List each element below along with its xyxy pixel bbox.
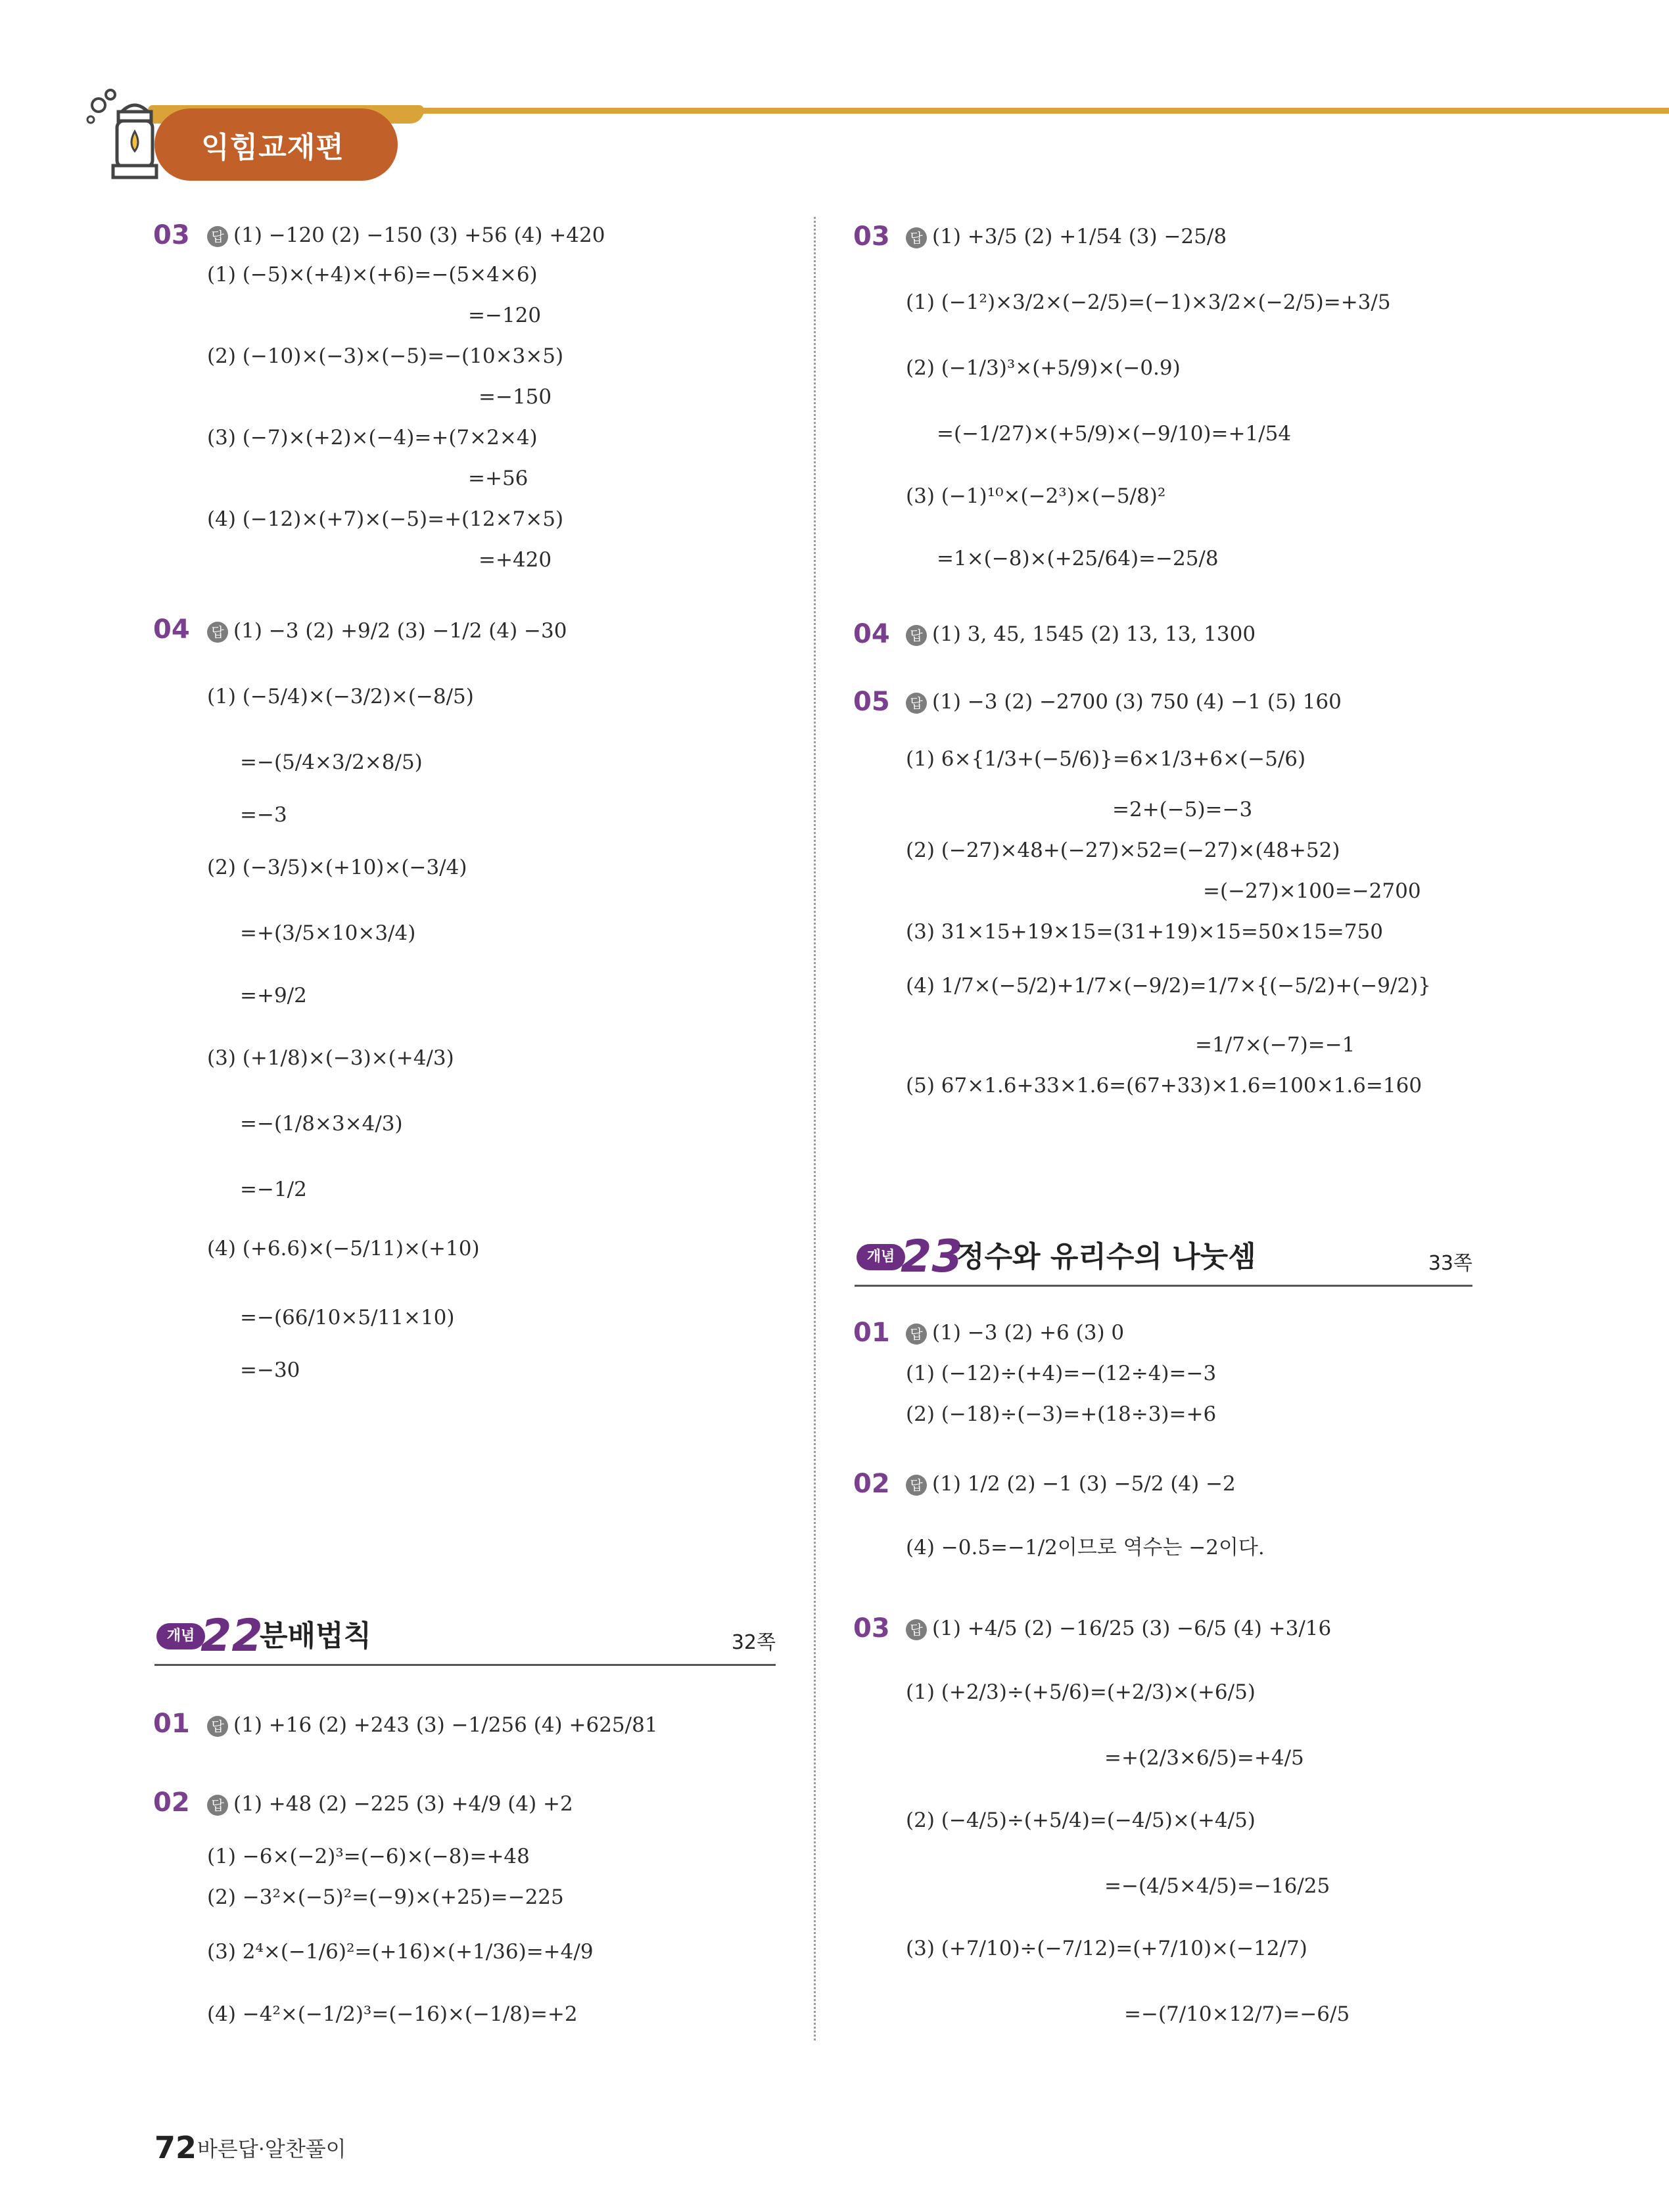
answer-badge-icon: 답 bbox=[906, 227, 927, 248]
solution-line: =−(4/5×4/5)=−16/25 bbox=[1104, 1874, 1330, 1898]
solution-line: =+56 bbox=[468, 467, 529, 490]
answer-line bbox=[906, 621, 1256, 647]
solution-line: (3) (+1/8)×(−3)×(+4/3) bbox=[207, 1046, 454, 1070]
answer-line bbox=[207, 1712, 658, 1738]
solution-line: =−3 bbox=[240, 803, 287, 827]
answer-text: (1) +4/5 (2) −16/25 (3) −6/5 (4) +3/16 bbox=[932, 1617, 1332, 1640]
solution-line: =−(1/8×3×4/3) bbox=[240, 1112, 403, 1136]
solution-line: (3) (+7/10)÷(−7/12)=(+7/10)×(−12/7) bbox=[906, 1937, 1307, 1960]
solution-line: (3) (−1)¹⁰×(−2³)×(−5/8)² bbox=[906, 484, 1166, 508]
section-badge: 개념 bbox=[857, 1244, 905, 1270]
solution-line: =−(66/10×5/11×10) bbox=[240, 1306, 455, 1329]
solution-line: (3) 31×15+19×15=(31+19)×15=50×15=750 bbox=[906, 920, 1383, 944]
solution-line: (3) 2⁴×(−1/6)²=(+16)×(+1/36)=+4/9 bbox=[207, 1940, 594, 1964]
problem-number: 02 bbox=[853, 1469, 890, 1499]
solution-line: (1) (−5/4)×(−3/2)×(−8/5) bbox=[207, 685, 474, 708]
answer-text: (1) +3/5 (2) +1/54 (3) −25/8 bbox=[932, 225, 1227, 248]
solution-line: (3) (−7)×(+2)×(−4)=+(7×2×4) bbox=[207, 426, 538, 449]
answer-line bbox=[906, 1471, 1236, 1497]
problem-number: 02 bbox=[153, 1787, 190, 1818]
solution-line: (2) −3²×(−5)²=(−9)×(+25)=−225 bbox=[207, 1885, 564, 1909]
answer-text: (1) −120 (2) −150 (3) +56 (4) +420 bbox=[233, 223, 605, 247]
solution-line: (1) (−5)×(+4)×(+6)=−(5×4×6) bbox=[207, 263, 538, 287]
answer-line bbox=[906, 1320, 1124, 1346]
section-title: 정수와 유리수의 나눗셈 bbox=[956, 1240, 1256, 1274]
answer-line bbox=[906, 1615, 1331, 1642]
solution-line: =(−27)×100=−2700 bbox=[1203, 879, 1421, 903]
answer-badge-icon: 답 bbox=[906, 1324, 927, 1345]
answer-badge-icon: 답 bbox=[207, 622, 228, 643]
solution-line: =−150 bbox=[479, 385, 552, 409]
solution-line: (4) −4²×(−1/2)³=(−16)×(−1/8)=+2 bbox=[207, 2002, 578, 2026]
solution-line: =−(5/4×3/2×8/5) bbox=[240, 750, 423, 774]
page-number: 72 bbox=[154, 2130, 197, 2165]
solution-line: =+420 bbox=[479, 548, 552, 572]
problem-number: 05 bbox=[853, 687, 890, 717]
section-title: 분배법칙 bbox=[260, 1619, 372, 1653]
problem-number: 01 bbox=[853, 1318, 890, 1348]
section-page: 32쪽 bbox=[731, 1631, 776, 1654]
section-rule bbox=[154, 1664, 776, 1666]
solution-line: (1) (−1²)×3/2×(−2/5)=(−1)×3/2×(−2/5)=+3/5 bbox=[906, 290, 1391, 314]
solution-line: (4) 1/7×(−5/2)+1/7×(−9/2)=1/7×{(−5/2)+(−9/2)} bbox=[906, 974, 1431, 998]
solution-line: =1×(−8)×(+25/64)=−25/8 bbox=[937, 547, 1219, 570]
solution-line: (2) (−27)×48+(−27)×52=(−27)×(48+52) bbox=[906, 839, 1340, 862]
answer-text: (1) −3 (2) −2700 (3) 750 (4) −1 (5) 160 bbox=[932, 690, 1342, 714]
answer-text: (1) −3 (2) +6 (3) 0 bbox=[932, 1321, 1125, 1345]
answer-text: (1) +48 (2) −225 (3) +4/9 (4) +2 bbox=[233, 1792, 573, 1816]
answer-line bbox=[207, 1791, 573, 1817]
answer-badge-icon: 답 bbox=[906, 1475, 927, 1496]
solution-line: (1) (−12)÷(+4)=−(12÷4)=−3 bbox=[906, 1362, 1217, 1385]
solution-line: (2) (−3/5)×(+10)×(−3/4) bbox=[207, 856, 467, 879]
answer-line bbox=[906, 689, 1342, 715]
answer-badge-icon: 답 bbox=[906, 1619, 927, 1640]
solution-line: =+(3/5×10×3/4) bbox=[240, 921, 416, 945]
answer-text: (1) −3 (2) +9/2 (3) −1/2 (4) −30 bbox=[233, 619, 567, 643]
solution-line: (1) 6×{1/3+(−5/6)}=6×1/3+6×(−5/6) bbox=[906, 747, 1306, 771]
header-label: 익힘교재편 bbox=[201, 131, 344, 164]
solution-line: (2) (−10)×(−3)×(−5)=−(10×3×5) bbox=[207, 344, 564, 368]
lamp-icon bbox=[85, 85, 171, 184]
solution-line: (1) (+2/3)÷(+5/6)=(+2/3)×(+6/5) bbox=[906, 1680, 1256, 1704]
answer-text: (1) 3, 45, 1545 (2) 13, 13, 1300 bbox=[932, 622, 1256, 646]
answer-line bbox=[207, 222, 605, 248]
header-rule bbox=[394, 108, 1669, 114]
answer-badge-icon: 답 bbox=[207, 1716, 228, 1737]
problem-number: 04 bbox=[853, 619, 890, 649]
solution-line: =−120 bbox=[468, 304, 542, 327]
problem-number: 03 bbox=[153, 220, 190, 250]
answer-line bbox=[207, 618, 567, 644]
section-badge: 개념 bbox=[156, 1623, 205, 1649]
answer-text: (1) 1/2 (2) −1 (3) −5/2 (4) −2 bbox=[932, 1472, 1236, 1496]
solution-line: (4) −0.5=−1/2이므로 역수는 −2이다. bbox=[906, 1536, 1265, 1559]
section-number: 22 bbox=[200, 1610, 263, 1662]
section-rule bbox=[855, 1285, 1472, 1287]
solution-line: (2) (−4/5)÷(+5/4)=(−4/5)×(+4/5) bbox=[906, 1809, 1256, 1832]
solution-line: (5) 67×1.6+33×1.6=(67+33)×1.6=100×1.6=160 bbox=[906, 1074, 1422, 1097]
column-divider bbox=[814, 217, 816, 2040]
problem-number: 03 bbox=[853, 1613, 890, 1644]
problem-number: 01 bbox=[153, 1709, 190, 1739]
solution-line: =+9/2 bbox=[240, 984, 307, 1007]
solution-line: =+(2/3×6/5)=+4/5 bbox=[1104, 1746, 1304, 1770]
solution-line: (2) (−18)÷(−3)=+(18÷3)=+6 bbox=[906, 1402, 1217, 1426]
solution-line: (4) (−12)×(+7)×(−5)=+(12×7×5) bbox=[207, 507, 564, 531]
answer-line bbox=[906, 223, 1227, 250]
answer-badge-icon: 답 bbox=[207, 1795, 228, 1816]
answer-badge-icon: 답 bbox=[207, 226, 228, 247]
solution-line: =(−1/27)×(+5/9)×(−9/10)=+1/54 bbox=[937, 422, 1292, 446]
solution-line: =1/7×(−7)=−1 bbox=[1195, 1033, 1355, 1057]
solution-line: =−(7/10×12/7)=−6/5 bbox=[1124, 2002, 1350, 2026]
footer-title: 바른답·알찬풀이 bbox=[197, 2136, 346, 2161]
solution-line: =−30 bbox=[240, 1358, 300, 1382]
answer-text: (1) +16 (2) +243 (3) −1/256 (4) +625/81 bbox=[233, 1713, 658, 1737]
solution-line: (2) (−1/3)³×(+5/9)×(−0.9) bbox=[906, 356, 1181, 380]
problem-number: 04 bbox=[153, 614, 190, 645]
section-number: 23 bbox=[901, 1231, 963, 1283]
solution-line: =2+(−5)=−3 bbox=[1112, 798, 1253, 821]
solution-line: (1) −6×(−2)³=(−6)×(−8)=+48 bbox=[207, 1845, 530, 1868]
section-page: 33쪽 bbox=[1428, 1252, 1472, 1275]
solution-line: (4) (+6.6)×(−5/11)×(+10) bbox=[207, 1237, 480, 1260]
problem-number: 03 bbox=[853, 221, 890, 252]
answer-badge-icon: 답 bbox=[906, 625, 927, 646]
answer-badge-icon: 답 bbox=[906, 693, 927, 714]
solution-line: =−1/2 bbox=[240, 1178, 307, 1201]
